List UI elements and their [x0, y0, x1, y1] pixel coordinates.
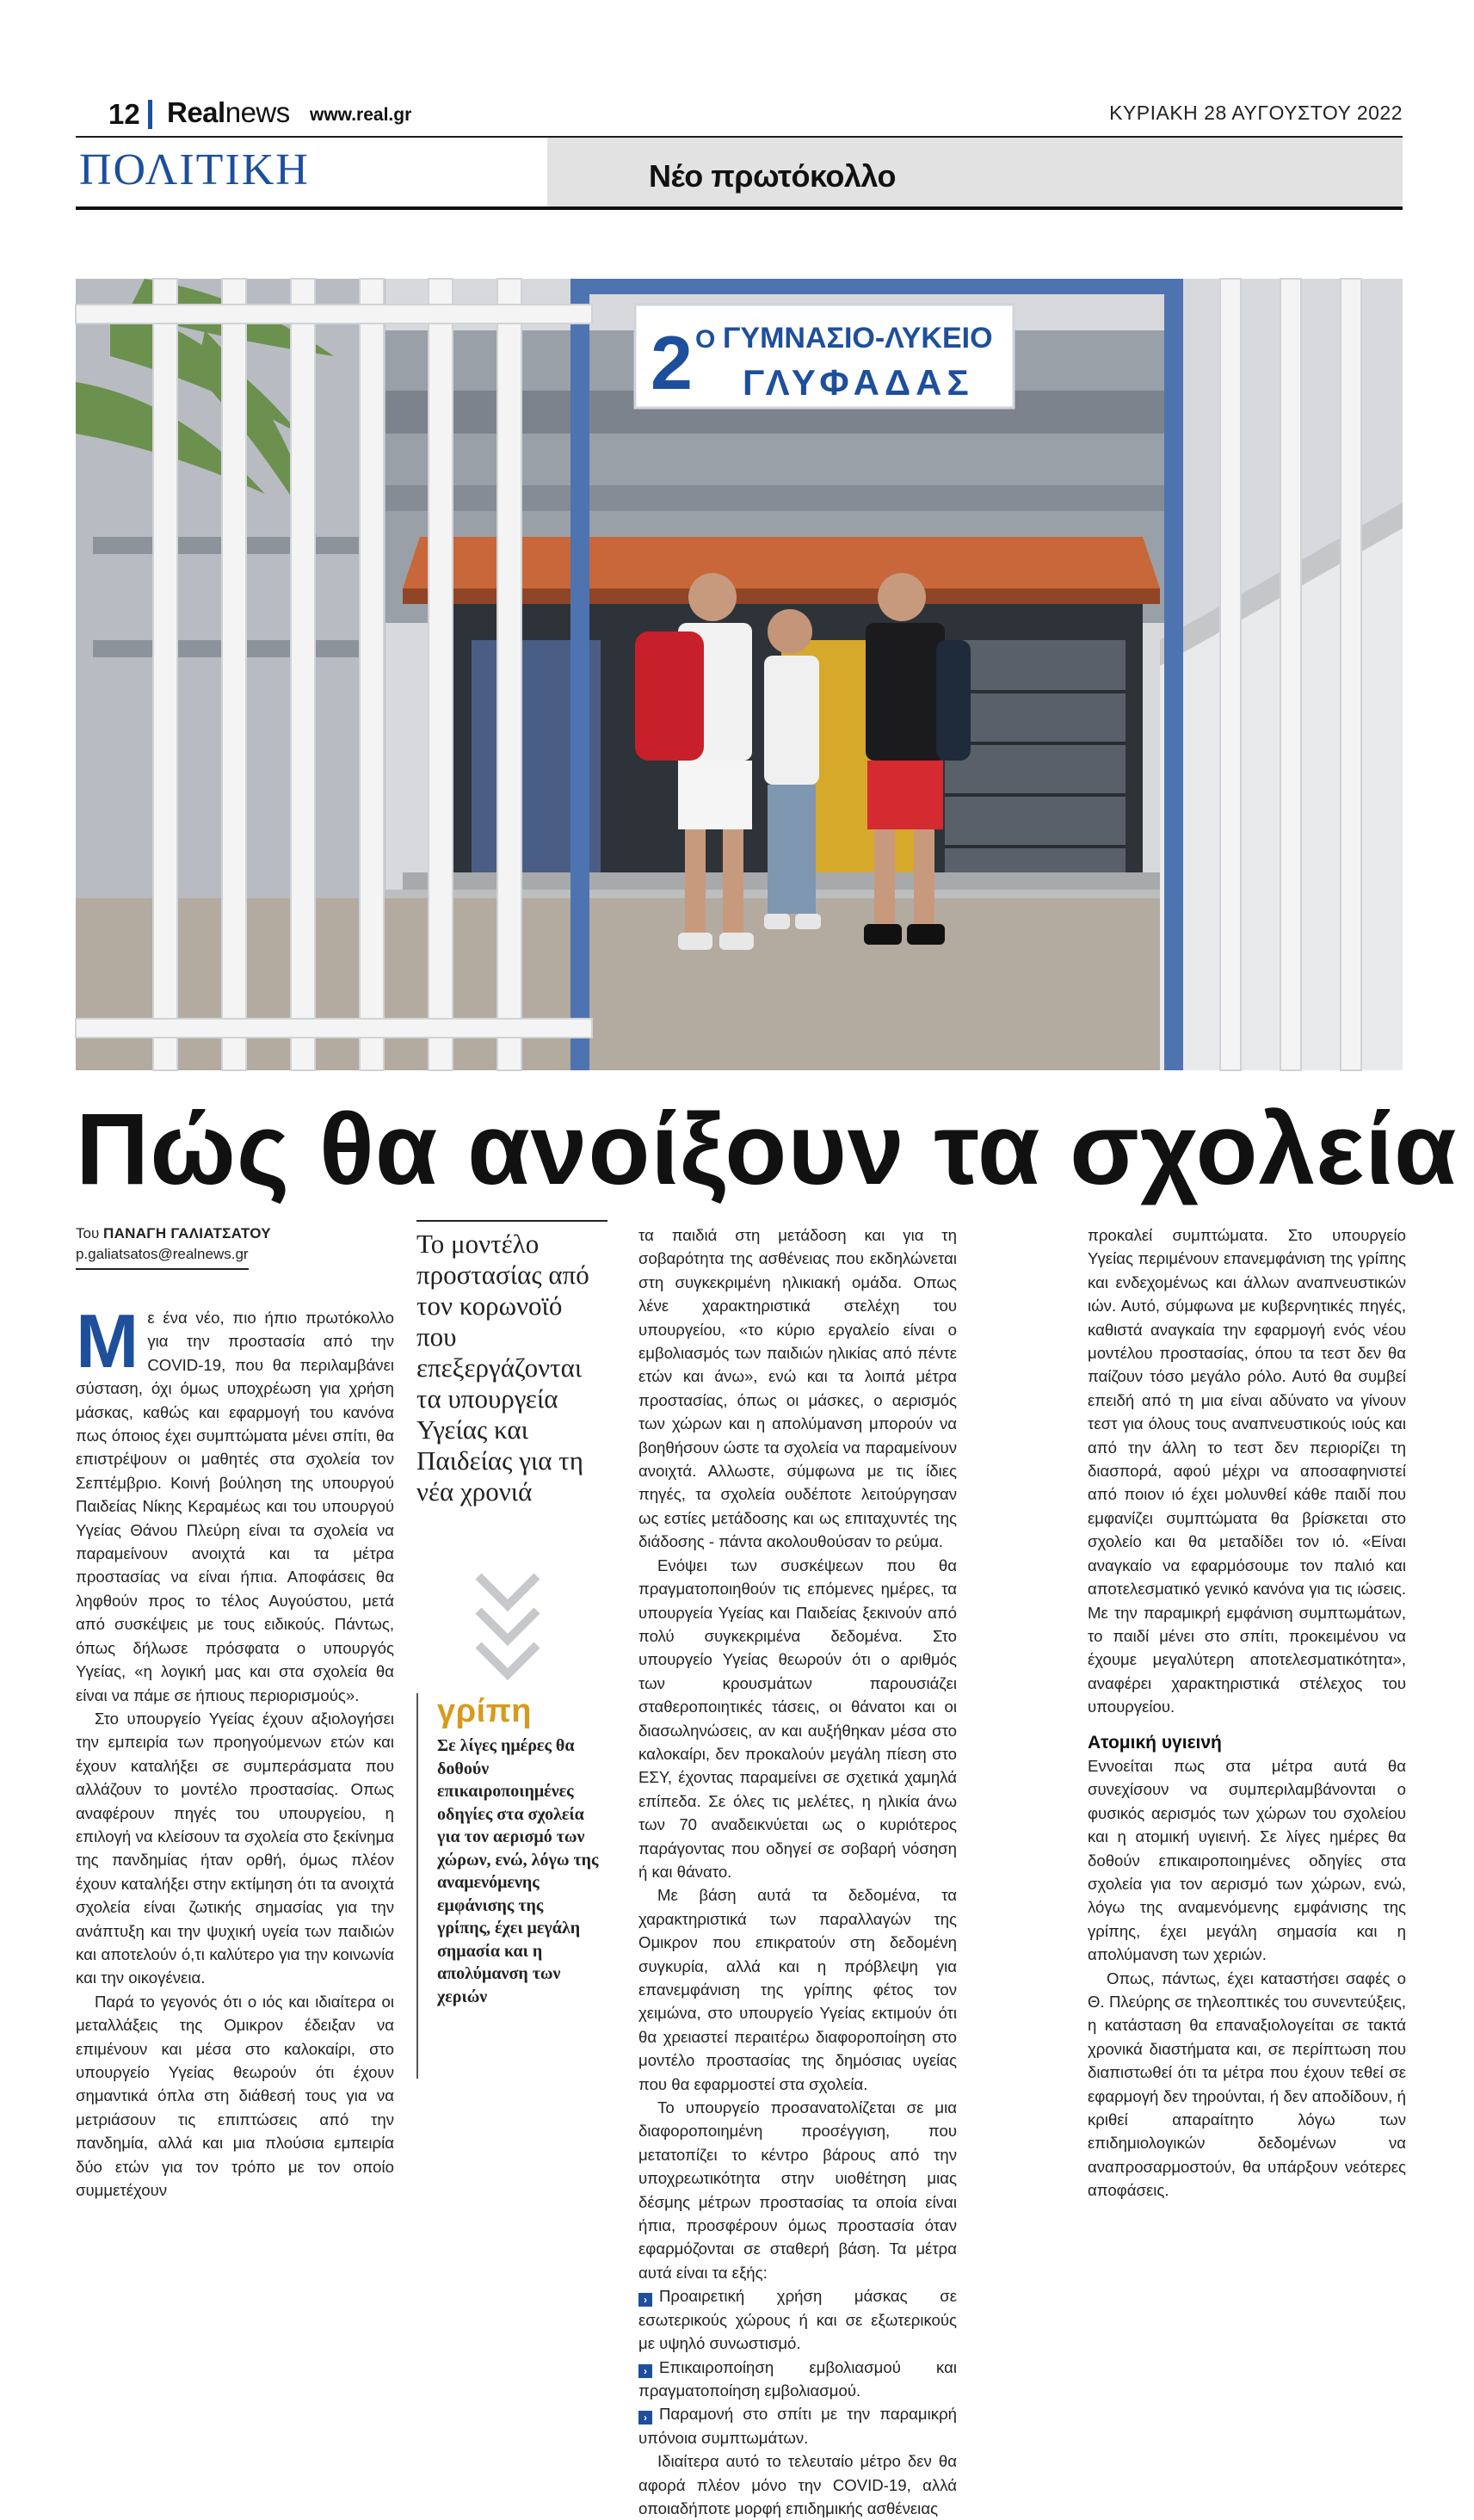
school-photo	[76, 279, 1403, 1070]
paragraph: Ιδιαίτερα αυτό το τελευταίο μέτρο δεν θα αφορά πλέον μόνο την COVID-19, αλλά οποιαδήποτε μορφή επιδημικής ασθένειας	[638, 2452, 957, 2517]
issue-date: ΚΥΡΙΑΚΗ 28 ΑΥΓΟΥΣΤΟΥ 2022	[1109, 102, 1403, 124]
brand-logo	[167, 96, 290, 129]
bullet-arrow-icon: ›	[638, 2364, 652, 2378]
article-column-4	[1088, 1223, 1406, 2203]
header-divider	[148, 100, 152, 129]
section-tag-box	[547, 138, 1403, 210]
paragraph: Στο υπουργείο Υγείας έχουν αξιολογήσει την εμπειρία των προηγούμενων ετών και έχουν καταλήξει σε συμπεράσματα που αλλάζουν το μοντέλο προστασίας. Οπως αναφέρουν πηγές του υπουργείου, η επιλογή να κλείσουν τα σχολεία στο ξεκίνημα της πανδημίας ήταν ορθή, όμως πλέον έχουν καταλήξει στην εκτίμηση ότι τα ανοιχτά σχολεία είναι ζωτικής σημασίας για την ανάπτυξη και την ψυχική υγεία των παιδιών και αποτελούν ό,τι καλύτερο για την κοινωνία και την οικογένεια.	[76, 1709, 394, 1987]
bullet-arrow-icon: ›	[638, 2293, 652, 2307]
article-column-1	[76, 1298, 394, 2202]
brand-url: www.real.gr	[310, 105, 412, 125]
students-figures	[635, 573, 971, 950]
paragraph: Με βάση αυτά τα δεδομένα, τα χαρακτηριστικά των παραλλαγών της Ομικρον που επικρατούν στη δεδομένη συγκυρία, αλλά και η πρόβλεψη για επανεμφάνιση της γρίπης φέτος τον χειμώνα, στο υπουργείο Υγείας εκτιμούν ότι θα χρειαστεί περαιτέρω διαφοροποίηση στο μοντέλο προστασίας της δημόσιας υγείας που θα εφαρμοστεί στα σχολεία.	[638, 1886, 957, 2093]
paragraph: Οπως, πάντως, έχει καταστήσει σαφές ο Θ. Πλεύρης σε τηλεοπτικές του συνεντεύξεις, η κατάσταση θα επαναξιολογείται σε τακτά χρονικά διαστήματα και, σε περίπτωση που διαπιστωθεί ότι τα μέτρα που έχουν τεθεί σε εφαρμογή δεν τηρούνται, ή δεν αποδίδουν, ή κριθεί απαραίτητο λόγω των επιδημιολογικών δεδομένων να αναπροσαρμοστούν, θα υπάρξουν νεότερες αποφάσεις.	[1088, 1969, 1406, 2200]
sidebar-divider	[416, 1693, 418, 2079]
paragraph: Εννοείται πως στα μέτρα αυτά θα συνεχίσουν να συμπεριλαμβάνονται ο φυσικός αερισμός των χώρων του σχολείου και η ατομική υγιεινή. Σε λίγες ημέρες θα δοθούν επικαιροποιημένες οδηγίες στα σχολεία για τον αερισμό των χώρων, ενώ, λόγω της αναμενόμενης εμφάνισης της γρίπης, έχει μεγάλη σημασία και η απολύμανση των χεριών.	[1088, 1756, 1406, 1964]
section-row	[76, 136, 1403, 208]
bullet-arrow-icon: ›	[638, 2411, 652, 2424]
subheading: Ατομική υγιεινή	[1088, 1732, 1222, 1753]
list-item-text: Επικαιροποίηση εμβολιασμού και πραγματοποίηση εμβολιασμού.	[638, 2357, 957, 2400]
section-tag: Νέο πρωτόκολλο	[649, 158, 896, 194]
brand-rest: news	[225, 96, 290, 128]
section-name: ΠΟΛΙΤΙΚΗ	[79, 145, 310, 194]
page-header	[76, 96, 1403, 136]
list-item-text: Προαιρετική χρήση μάσκας σε εσωτερικούς χώρους ή και σε εξωτερικούς με υψηλό συνωστισμό.	[638, 2287, 957, 2353]
author-name: ΠΑΝΑΓΗ ΓΑΛΙΑΤΣΑΤΟΥ	[103, 1225, 271, 1242]
paragraph-text: ε ένα νέο, πιο ήπιο πρωτόκολλο για την προστασία από την COVID-19, που θα περιλαμβάνει σύσταση, όχι όμως υποχρέωση για χρήση μάσκας, καθώς και εφαρμογή του κανόνα πως όποιος έχει συμπτώματα μένει σπίτι, θα επιστρέψουν οι μαθητές στα σχολεία τον Σεπτέμβριο. Κοινή βούληση της υπουργού Παιδείας Νίκης Κεραμέως και του υπουργού Υγείας Θάνου Πλεύρη είναι τα σχολεία να παραμείνουν ανοιχτά και τα μέτρα προστασίας να είναι ήπια. Αποφάσεις θα ληφθούν προς το τέλος Αυγούστου, μετά από συσκέψεις με τους ειδικούς. Πάντως, όπως δήλωσε πρόσφατα ο υπουργός Υγείας, «η λογική μας και στα σχολεία θα είναι να πάμε σε ήπιους περιορισμούς».	[76, 1309, 394, 1704]
brand-bold: Real	[167, 96, 225, 128]
sign-ordinal: Ο	[695, 325, 716, 354]
paragraph: προκαλεί συμπτώματα. Στο υπουργείο Υγείας περιμένουν επανεμφάνιση της γρίπης και ενδεχομένως και άλλων αναπνευστικών ιών. Αυτό, σύμφωνα με κυβερνητικές πηγές, καθιστά αναγκαία την εφαρμογή ενός νέου μοντέλου προστασίας, όπου τα τεστ δεν θα παίζουν τόσο μεγάλο ρόλο. Αυτό θα συμβεί επειδή από τη μια είναι αδύνατο να γίνουν τεστ για όλους τους αναπνευστικούς ιούς και από την άλλη το τεστ δεν περιορίζει τη διασπορά, αφού μέχρι να αποσαφηνιστεί από ποιον ιό έχει μολυνθεί κάθε παιδί που εμφανίζει συμπτώματα θα βρίσκεται στο σχολείο και θα μεταδίδει τον ιό. «Είναι αναγκαίο να εφαρμόσουμε τον παλιό και αποτελεσματικό γενικό κανόνα για τις ιώσεις. Με την παραμικρή εμφάνιση συμπτωμάτων, το παιδί μένει στο σπίτι, προκειμένου να έχουμε μεγαλύτερη αποτελεσματικότητα», αναφέρει χαρακτηριστικά στέλεχος του υπουργείου.	[1088, 1226, 1406, 1716]
paragraph: Ενόψει των συσκέψεων που θα πραγματοποιηθούν τις επόμενες ημέρες, τα υπουργεία Υγείας και Παιδείας ξεκινούν από πολύ συγκεκριμένα δεδομένα. Στο υπουργείο Υγείας θεωρούν ότι ο αριθμός των κρουσμάτων παρουσιάζει σταθεροποιητικές τάσεις, οι θάνατοι και οι διασωληνώσεις, αν και αυξήθηκαν μέσα στο καλοκαίρι, δεν προκαλούν μεγάλη πίεση στο ΕΣΥ, έχοντας παραμείνει σε σχετικά χαμηλά επίπεδα. Σε όλες τις μελέτες, η ηλικία άνω των 70 αναδεικνύεται ως ο κυριότερος παράγοντας που οδηγεί σε σοβαρή νόσηση ή και θάνατο.	[638, 1556, 957, 1881]
sidebar-text: Σε λίγες ημέρες θα δοθούν επικαιροποιημένες οδηγίες στα σχολεία για τον αερισμό των χώρων, ενώ, λόγω της αναμενόμενης εμφάνισης της γρίπης, έχει μεγάλη σημασία και η απολύμανση των χεριών	[437, 1736, 599, 2006]
list-item	[638, 2356, 957, 2403]
page-number: 12	[108, 98, 140, 130]
article-headline: Πώς θα ανοίξουν τα σχολεία	[76, 1093, 1458, 1206]
paragraph: τα παιδιά στη μετάδοση και για τη σοβαρότητα της ασθένειας που εκδηλώνεται στη συγκεκριμένη ηλικιακή ομάδα. Οπως λένε χαρακτηριστικά στελέχη του υπουργείου, «το κύριο εργαλείο είναι ο εμβολιασμός των παιδιών ηλικίας από πέντε ετών και άνω», ενώ και τα λοιπά μέτρα προστασίας, όπως οι μάσκες, ο αερισμός των χώρων και η απολύμανση μπορούν να βοηθήσουν ώστε τα σχολεία να παραμείνουν ανοιχτά. Αλλωστε, σύμφωνα με τις ίδιες πηγές, τα σχολεία ουδέποτε λειτούργησαν ως εστίες μετάδοσης και ως επιταχυντές της διάδοσης - πάντα ακολουθούσαν το ρεύμα.	[638, 1226, 957, 1551]
sidebar-title: γρίπη	[437, 1693, 533, 1729]
pull-quote-rule	[416, 1220, 607, 1222]
paragraph	[76, 1298, 394, 1707]
byline-prefix: Του	[76, 1225, 103, 1242]
author-line	[76, 1225, 394, 1242]
list-item-text: Παραμονή στο σπίτι με την παραμικρή υπόνοια συμπτωμάτων.	[638, 2405, 957, 2447]
sign-number: 2	[651, 320, 693, 405]
sign-line-2: ΓΛΥΦΑΔΑΣ	[743, 362, 974, 403]
list-item	[638, 2402, 957, 2449]
school-photo-illustration	[76, 279, 1403, 1070]
paragraph: Το υπουργείο προσανατολίζεται σε μια διαφοροποιημένη προσέγγιση, που μετατοπίζει το κέντρο βάρους από την υποχρεωτικότητα στην υιοθέτηση μιας δέσμης μέτρων προστασίας τα οποία είναι ήπια, προσφέρουν όμως προστασία όταν εφαρμόζονται σε σταθερή βάση. Τα μέτρα αυτά είναι τα εξής:	[638, 2098, 957, 2282]
sign-line-1: ΓΥΜΝΑΣΙΟ-ΛΥΚΕΙΟ	[723, 322, 993, 354]
list-item	[638, 2284, 957, 2355]
author-email[interactable]: p.galiatsatos@realnews.gr	[76, 1246, 249, 1270]
byline	[76, 1225, 394, 1270]
paragraph: Παρά το γεγονός ότι ο ιός και ιδιαίτερα οι μεταλλάξεις της Ομικρον έδειξαν να επιμένουν και μέσα στο καλοκαίρι, στο υπουργείο Υγείας θεωρούν ότι έχουν σημαντικά όπλα στη διάθεσή τους για να μετριάσουν τις επιπτώσεις από την πανδημία, αλλά και μια πλούσια εμπειρία δύο ετών για τον τρόπο με τον οποίο συμμετέχουν	[76, 1992, 394, 2200]
pull-quote: Το μοντέλο προστασίας από τον κορωνοϊό που επεξεργάζονται τα υπουργεία Υγείας και Παιδείας για τη νέα χρονιά	[416, 1229, 589, 1506]
article-column-3	[638, 1223, 957, 2520]
chevron-down-icon	[473, 1571, 542, 1683]
section-rule	[76, 206, 1403, 210]
drop-cap: Μ	[76, 1298, 139, 1383]
